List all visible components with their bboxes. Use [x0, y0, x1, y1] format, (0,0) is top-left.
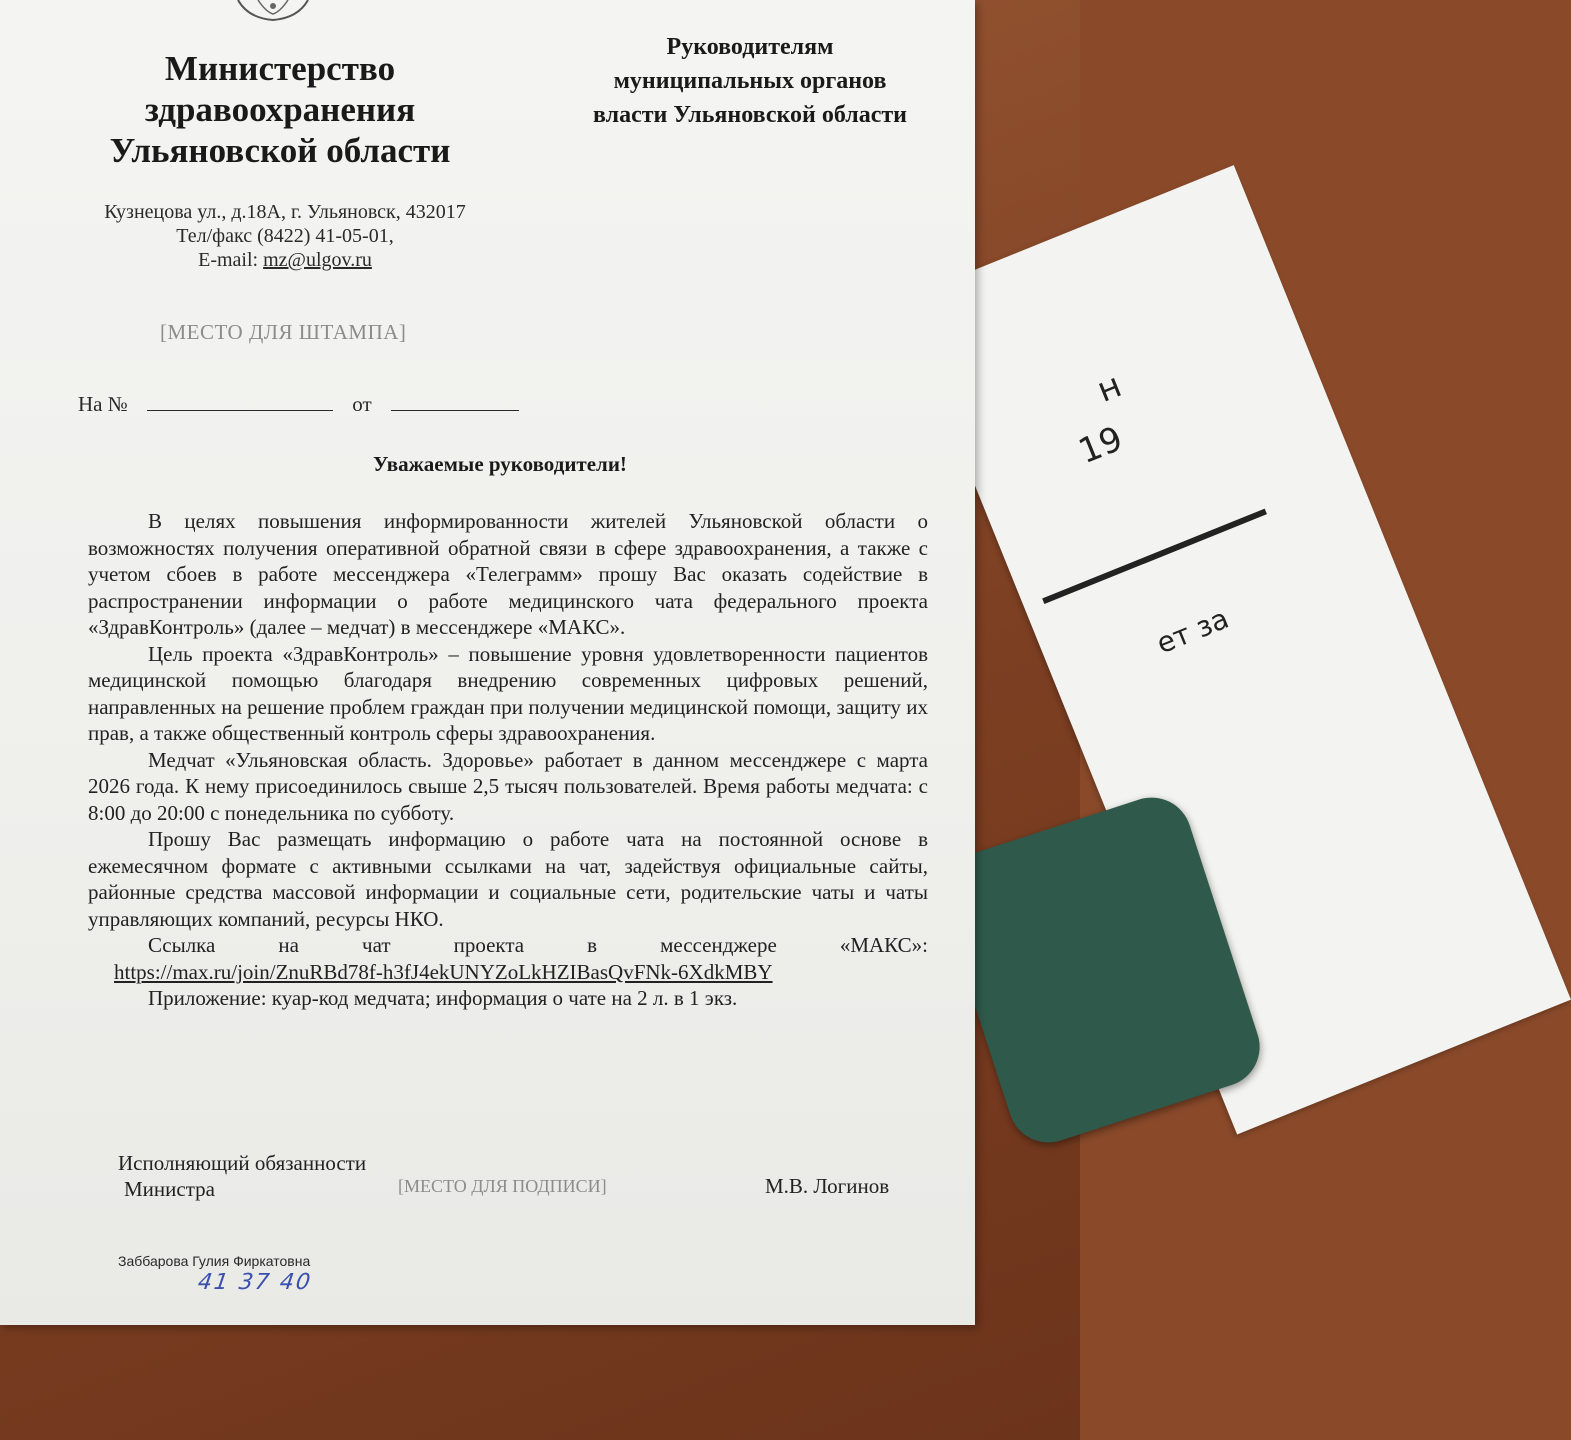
coat-of-arms-emblem: [228, 0, 318, 22]
ministry-name-line: Министерство: [164, 49, 396, 88]
address-phone: Тел/факс (8422) 41-05-01,: [176, 225, 394, 247]
email-link[interactable]: mz@ulgov.ru: [263, 249, 372, 271]
ministry-name: [80, 48, 480, 171]
background-sheet-text: 19: [1073, 418, 1129, 473]
signer-name: М.В. Логинов: [765, 1174, 890, 1198]
attachment-note: Приложение: куар-код медчата; информация о чате на 2 л. в 1 экз.: [148, 986, 738, 1010]
background-sheet-text: н: [1091, 365, 1128, 411]
body-paragraph: Цель проекта «ЗдравКонтроль» – повышение уровня удовлетворенности пациентов медицинской помощью благодаря внедрению современных цифровых решений, направленных на решение проблем граждан при получении медицинской помощи, защиту их прав, а также общественный контроль сферы здравоохранения.: [88, 641, 928, 745]
body-paragraph: Медчат «Ульяновская область. Здоровье» работает в данном мессенджере с марта 2026 года. К нему присоединилось свыше 2,5 тысяч пользователей. Время работы медчата: с 8:00 до 20:00 с понедельника по субботу.: [88, 747, 928, 825]
reference-number-blank: [147, 392, 333, 411]
recipient-line: муниципальных органов: [613, 68, 887, 94]
address-email-line: [60, 248, 510, 272]
letter-body: [88, 508, 928, 1012]
handwritten-phone: 41 37 40: [196, 1270, 314, 1295]
recipient-line: Руководителям: [666, 34, 834, 60]
link-intro: Ссылка на чат проекта в мессенджере «МАКС»:: [148, 933, 928, 957]
address-street: Кузнецова ул., д.18А, г. Ульяновск, 432017: [104, 201, 466, 223]
signer-position-line: Министра: [124, 1177, 215, 1201]
chat-link[interactable]: https://max.ru/join/ZnuRBd78f-h3fJ4ekUNYZoLkHZIBasQvFNk-6XdkMBY: [114, 959, 773, 984]
email-label: E-mail:: [198, 249, 264, 271]
body-paragraph: Прошу Вас размещать информацию о работе чата на постоянной основе в ежемесячном формате с активными ссылками на чат, задействуя официальные сайты, районные средства массовой информации и социальные сети, родительские чаты и чаты управляющих компаний, ресурсы НКО.: [88, 827, 928, 931]
recipient-line: власти Ульяновской области: [592, 102, 908, 128]
sender-address: [60, 200, 510, 272]
reference-line: [78, 392, 519, 417]
recipient-block: [570, 30, 930, 132]
signer-position-line: Исполняющий обязанности: [118, 1151, 367, 1175]
background-sheet-text: ет за: [1151, 601, 1234, 661]
reference-date-blank: [391, 392, 519, 411]
ministry-name-line: Ульяновской области: [109, 131, 451, 170]
ministry-name-line: здравоохранения: [144, 90, 416, 129]
background-sheet-line: [1042, 509, 1267, 604]
signer-position: [118, 1150, 366, 1202]
body-paragraph: В целях повышения информированности жителей Ульяновской области о возможностях получения оперативной обратной связи в сфере здравоохранения, а также с учетом сбоев в работе мессенджера «Телеграмм» прошу Вас оказать содействие в распространении информации о работе медицинского чата федерального проекта «ЗдравКонтроль» (далее – медчат) в мессенджере «МАКС».: [88, 509, 928, 639]
stamp-placeholder: [МЕСТО ДЛЯ ШТАМПА]: [160, 320, 407, 344]
reference-number-label: На №: [78, 392, 128, 416]
reference-date-label: от: [352, 392, 372, 416]
salutation: Уважаемые руководители!: [373, 452, 627, 476]
executor-name: Заббарова Гулия Фиркатовна: [118, 1253, 311, 1269]
signature-placeholder: [МЕСТО ДЛЯ ПОДПИСИ]: [398, 1176, 607, 1196]
